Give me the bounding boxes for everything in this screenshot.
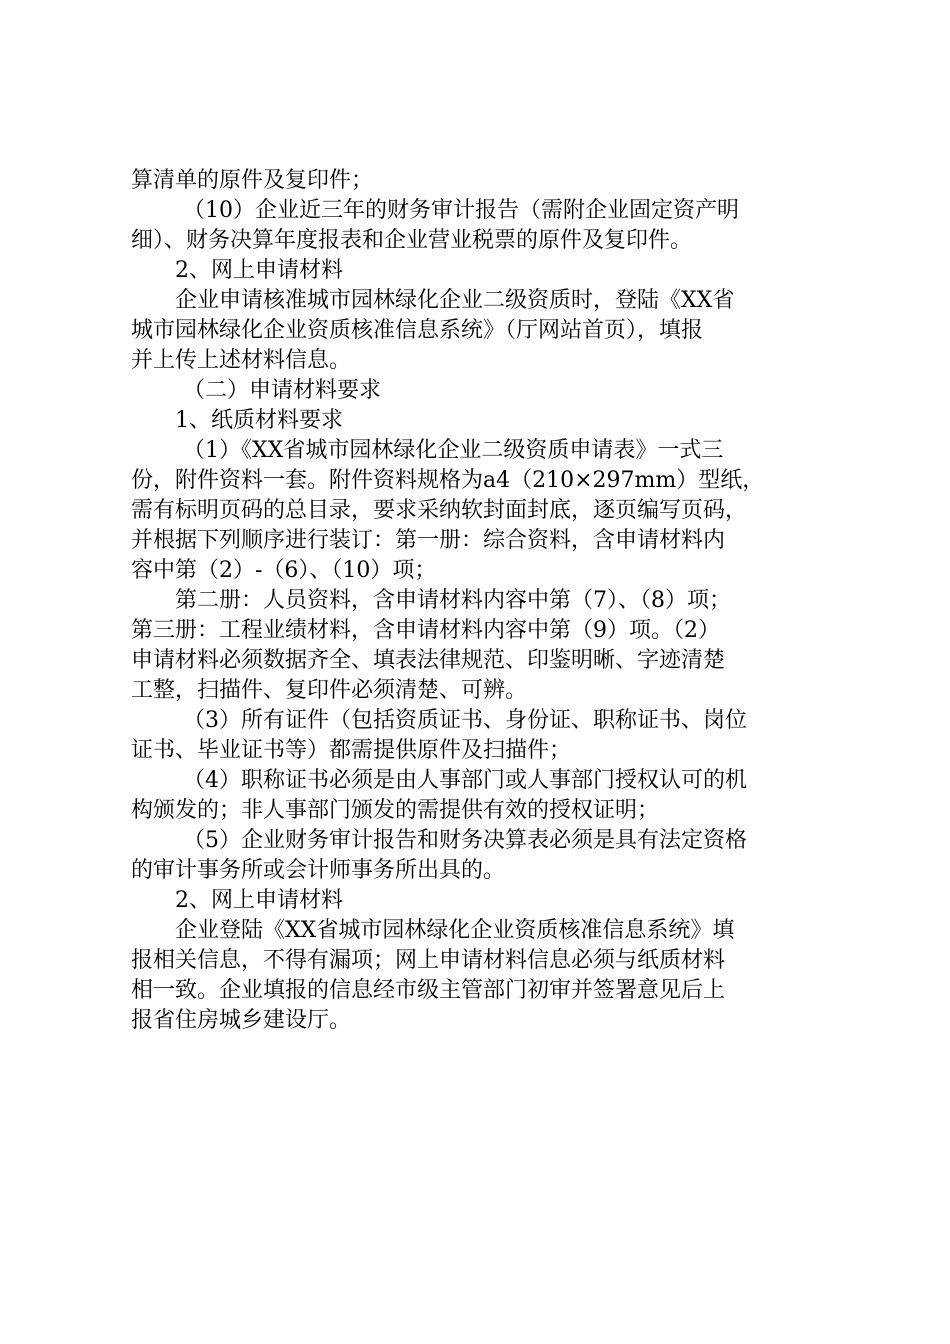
text-line: 第二册：人员资料，含申请材料内容中第（7）、（8）项； (175, 588, 731, 613)
text-line: （3）所有证件（包括资质证书、身份证、职称证书、岗位 (183, 708, 747, 733)
text-line: 构颁发的；非人事部门颁发的需提供有效的授权证明； (131, 798, 660, 823)
text-line: 申请材料必须数据齐全、填表法律规范、印鉴明晰、字迹清楚 (131, 648, 726, 673)
text-line: 企业申请核准城市园林绿化企业二级资质时，登陆《XX省 (175, 288, 735, 313)
text-line: （1）《XX省城市园林绿化企业二级资质申请表》一式三 (183, 438, 724, 463)
section-heading: 1、纸质材料要求 (175, 408, 343, 433)
text-line: 容中第（2）-（6）、（10）项； (131, 558, 437, 583)
text-line: 企业登陆《XX省城市园林绿化企业资质核准信息系统》填 (175, 918, 735, 943)
text-line: 城市园林绿化企业资质核准信息系统》（厅网站首页），填报 (131, 318, 704, 343)
text-line: 并上传上述材料信息。 (131, 348, 352, 373)
text-line: 算清单的原件及复印件； (131, 168, 374, 193)
text-line: 证书、毕业证书等）都需提供原件及扫描件； (131, 738, 572, 763)
text-line: 的审计事务所或会计师事务所出具的。 (131, 858, 506, 883)
text-line: 细）、财务决算年度报表和企业营业税票的原件及复印件。 (131, 228, 693, 253)
text-line: 报相关信息，不得有漏项；网上申请材料信息必须与纸质材料 (131, 948, 726, 973)
text-line: 第三册：工程业绩材料，含申请材料内容中第（9）项。（2） (131, 618, 720, 643)
text-line: （4）职称证书必须是由人事部门或人事部门授权认可的机 (183, 768, 747, 793)
section-heading: （二）申请材料要求 (183, 378, 382, 403)
text-line: （10）企业近三年的财务审计报告（需附企业固定资产明 (183, 198, 739, 223)
text-line: 需有标明页码的总目录，要求采纳软封面封底，逐页编写页码， (131, 498, 748, 523)
text-line: 工整，扫描件、复印件必须清楚、可辨。 (131, 678, 528, 703)
section-heading: 2、网上申请材料 (175, 258, 343, 283)
document-body (131, 166, 831, 1036)
text-line: 报省住房城乡建设厅。 (131, 1008, 352, 1033)
section-heading: 2、网上申请材料 (175, 888, 343, 913)
text-line: 份，附件资料一套。附件资料规格为a4（210×297mm）型纸， (131, 468, 765, 493)
text-line: 相一致。企业填报的信息经市级主管部门初审并签署意见后上 (131, 978, 726, 1003)
text-line: （5）企业财务审计报告和财务决算表必须是具有法定资格 (183, 828, 747, 853)
text-line: 并根据下列顺序进行装订：第一册：综合资料，含申请材料内 (131, 528, 726, 553)
